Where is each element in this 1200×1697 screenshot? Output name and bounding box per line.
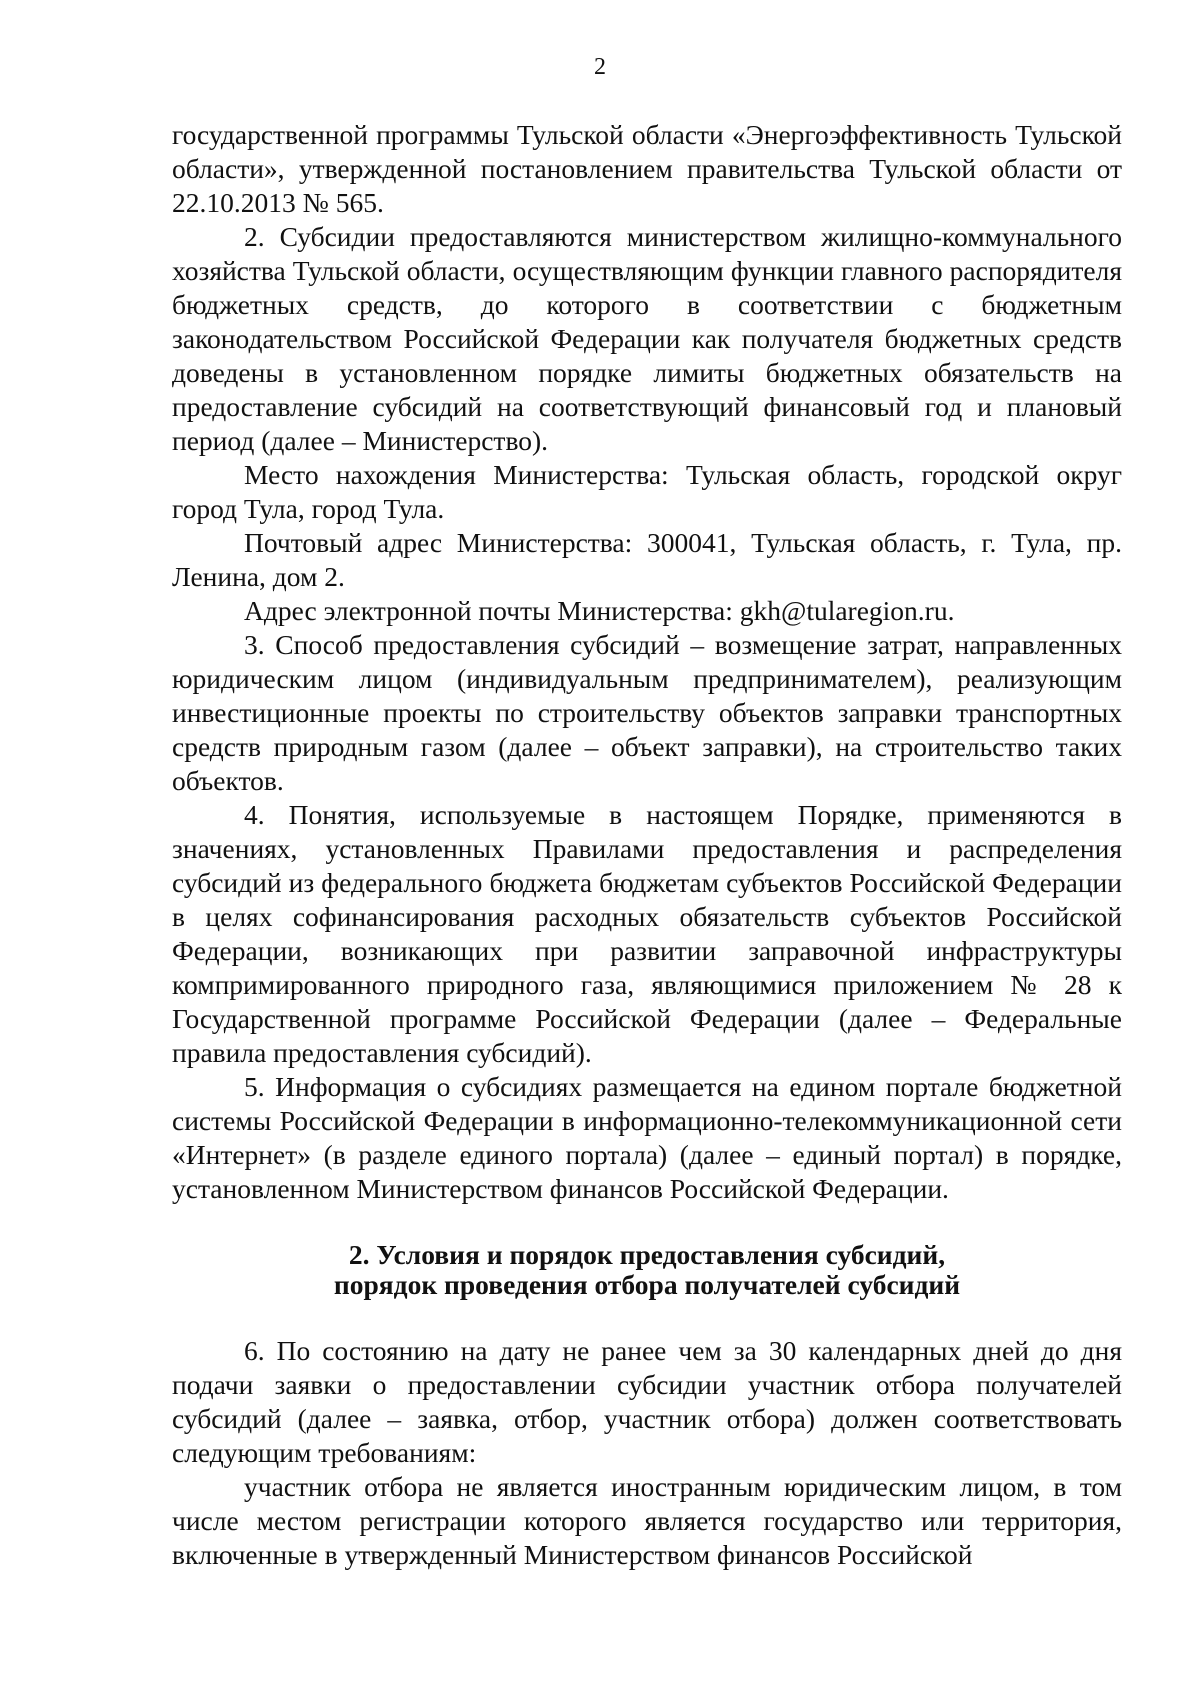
section-heading: [172, 1240, 1122, 1300]
document-body: [172, 118, 1122, 1572]
paragraph-item-6-requirements: 6. По состоянию на дату не ранее чем за 30 календарных дней до дня подачи заявки о предоставлении субсидии участник отбора получателей субсидий (далее – заявка, отбор, участник отбора) должен соответствовать следующим требованиям:: [172, 1335, 1122, 1468]
paragraph-postal-address: Почтовый адрес Министерства: 300041, Тульская область, г. Тула, пр. Ленина, дом 2.: [172, 527, 1122, 592]
paragraph-item-5-information: 5. Информация о субсидиях размещается на едином портале бюджетной системы Российской Федерации в информационно-телекоммуникационной сети «Интернет» (в разделе единого портала) (далее – единый портал) в порядке, установленном Министерством финансов Российской Федерации.: [172, 1071, 1122, 1204]
paragraph-email-address: Адрес электронной почты Министерства: gkh@tularegion.ru.: [244, 595, 955, 626]
paragraph-item-4-terms: 4. Понятия, используемые в настоящем Порядке, применяются в значениях, установленных Правилами предоставления и распределения субсидий из федерального бюджета бюджетам субъектов Российской Федерации в целях софинансирования расходных обязательств субъектов Российской Федерации, возникающих при развитии заправочной инфраструктуры компримированного природного газа, являющимися приложением № 28 к Государственной программе Российской Федерации (далее – Федеральные правила предоставления субсидий).: [172, 799, 1122, 1068]
page-number: 2: [594, 54, 606, 80]
paragraph-program-reference: государственной программы Тульской области «Энергоэффективность Тульской области», утвержденной постановлением правительства Тульской области от 22.10.2013 № 565.: [172, 119, 1122, 218]
paragraph-item-3-method: 3. Способ предоставления субсидий – возмещение затрат, направленных юридическим лицом (индивидуальным предпринимателем), реализующим инвестиционные проекты по строительству объектов заправки транспортных средств природным газом (далее – объект заправки), на строительство таких объектов.: [172, 629, 1122, 796]
section-heading-line-2: порядок проведения отбора получателей субсидий: [333, 1269, 961, 1300]
paragraph-item-2-ministry: 2. Субсидии предоставляются министерством жилищно-коммунального хозяйства Тульской области, осуществляющим функции главного распорядителя бюджетных средств, до которого в соответствии с бюджетным законодательством Российской Федерации как получателя бюджетных средств доведены в установленном порядке лимиты бюджетных обязательств на предоставление субсидий на соответствующий финансовый год и плановый период (далее – Министерство).: [172, 221, 1122, 456]
paragraph-requirement-foreign-entity: участник отбора не является иностранным юридическим лицом, в том числе местом регистрации которого является государство или территория, включенные в утвержденный Министерством финансов Российской: [172, 1471, 1122, 1570]
section-heading-line-1: 2. Условия и порядок предоставления субсидий,: [348, 1239, 946, 1270]
paragraph-ministry-location: Место нахождения Министерства: Тульская область, городской округ город Тула, город Тула.: [172, 459, 1122, 524]
